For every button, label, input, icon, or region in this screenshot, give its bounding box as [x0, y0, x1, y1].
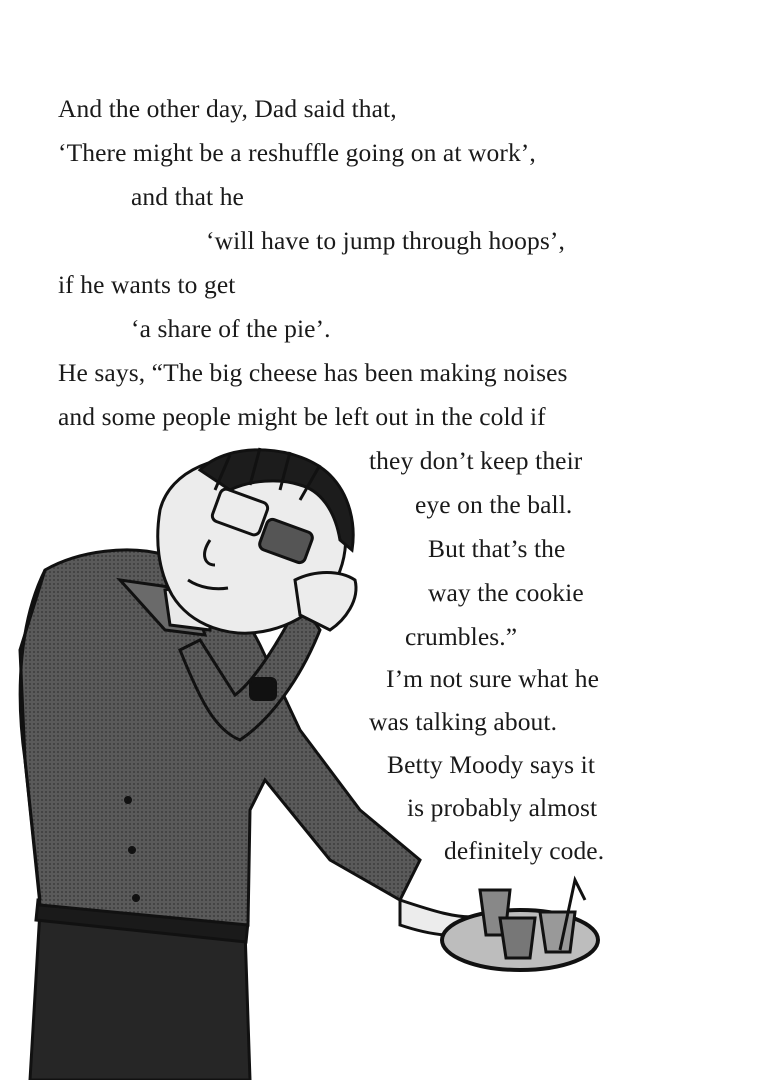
text-line: if he wants to get	[58, 270, 236, 299]
text-line: was talking about.	[369, 707, 558, 736]
text-line: eye on the ball.	[415, 490, 573, 519]
text-line: ‘will have to jump through hoops’,	[206, 226, 565, 255]
text-line: But that’s the	[428, 534, 566, 563]
text-line: and some people might be left out in the cold if	[58, 402, 546, 431]
shirt-button	[124, 796, 132, 804]
text-line: ‘There might be a reshuffle going on at work’,	[58, 138, 536, 167]
text-line: He says, “The big cheese has been making noises	[58, 358, 568, 387]
text-line: definitely code.	[444, 836, 605, 865]
text-line: I’m not sure what he	[386, 664, 600, 693]
text-line: And the other day, Dad said that,	[58, 94, 397, 123]
glass-icon	[500, 918, 535, 958]
text-line: way the cookie	[428, 578, 584, 607]
text-line: Betty Moody says it	[387, 750, 596, 779]
shirt-button	[128, 846, 136, 854]
text-line: ‘a share of the pie’.	[131, 314, 331, 343]
watch	[250, 678, 276, 700]
text-line: they don’t keep their	[369, 446, 583, 475]
glass-icon	[540, 912, 575, 952]
text-line: crumbles.”	[405, 622, 518, 651]
text-line: and that he	[131, 182, 244, 211]
shirt-button	[132, 894, 140, 902]
text-line: is probably almost	[407, 793, 598, 822]
